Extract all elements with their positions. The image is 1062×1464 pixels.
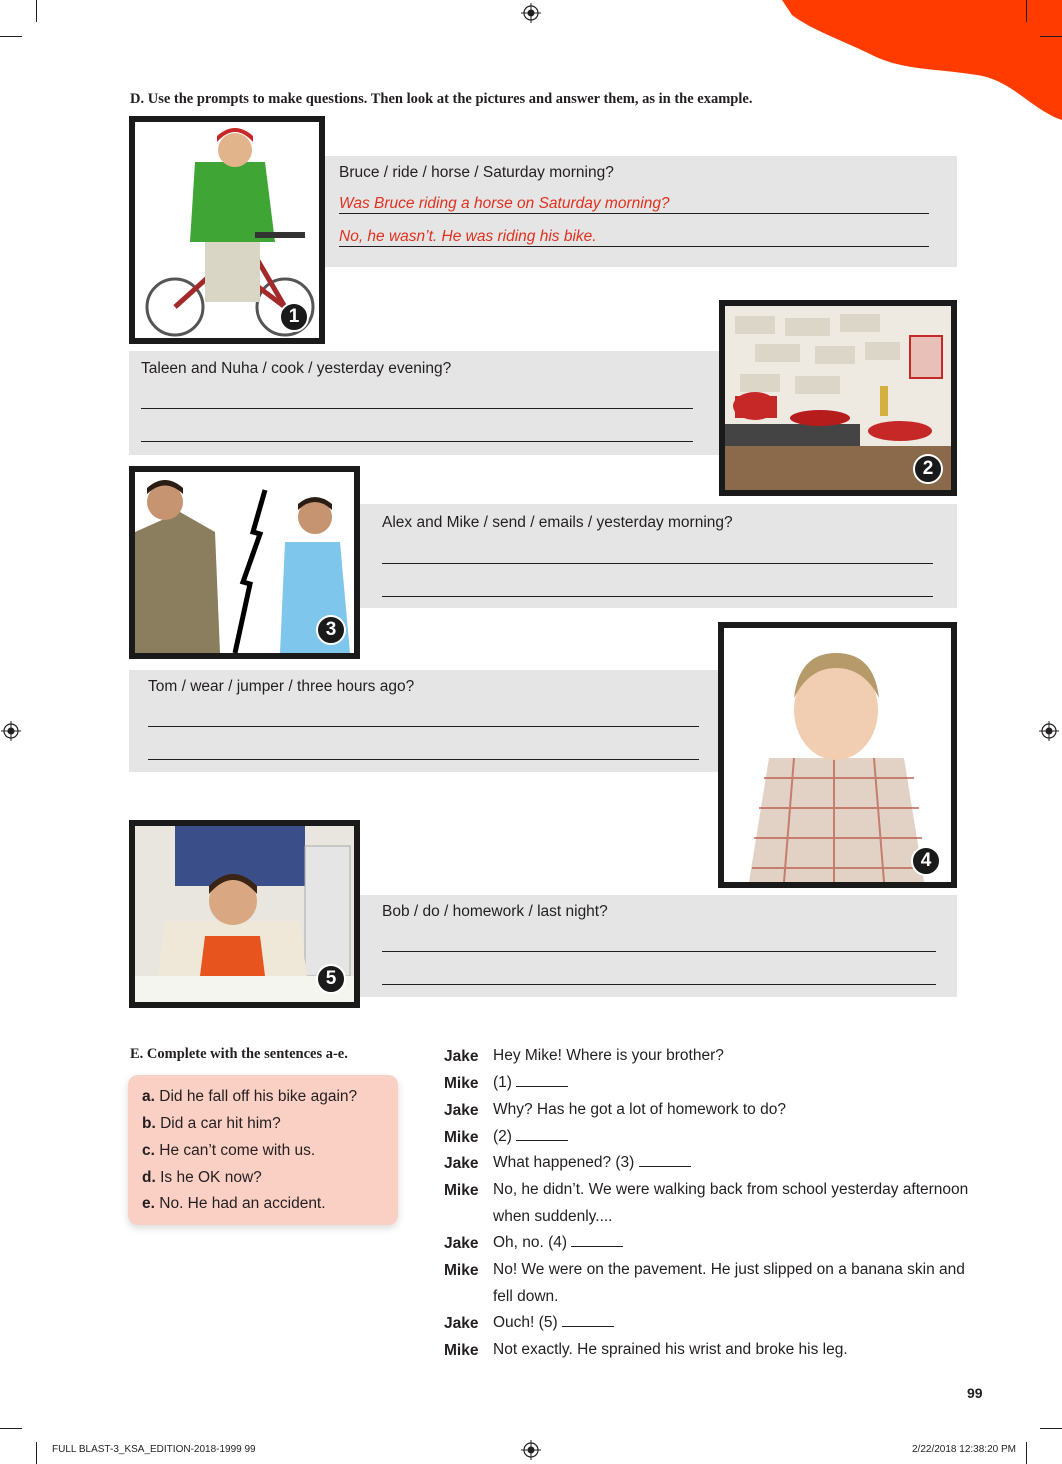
dialogue-speaker: Jake — [444, 1315, 479, 1332]
answer-line — [339, 246, 929, 247]
answer-blank[interactable] — [516, 1074, 568, 1087]
answer-line — [141, 408, 693, 409]
dialogue-line: Ouch! (5) — [493, 1310, 973, 1337]
crop-mark — [1026, 1442, 1027, 1464]
dialogue-speaker: Mike — [444, 1342, 479, 1359]
answer-blank[interactable] — [639, 1154, 691, 1167]
answer-line — [382, 951, 936, 952]
answer-line — [382, 984, 936, 985]
dialogue-line: No, he didn’t. We were walking back from school yesterday afternoon when suddenly.... — [493, 1181, 969, 1225]
prompt-1: Bruce / ride / horse / Saturday morning? — [339, 164, 614, 181]
prompt-3: Alex and Mike / send / emails / yesterday morning? — [382, 514, 733, 531]
answer-line — [141, 441, 693, 442]
answer-line — [148, 759, 699, 760]
sentence-d: d. Is he OK now? — [142, 1169, 262, 1186]
answer-line — [382, 563, 933, 564]
print-slug-right: 2/22/2018 12:38:20 PM — [912, 1444, 1016, 1455]
dialogue-speaker: Jake — [444, 1155, 479, 1172]
dialogue-speaker: Mike — [444, 1262, 479, 1279]
answer-blank[interactable] — [571, 1234, 623, 1247]
dialogue-line: (1) — [493, 1070, 973, 1097]
item-number-badge: 2 — [913, 454, 943, 484]
section-e-heading: E. Complete with the sentences a-e. — [130, 1046, 348, 1062]
item-number-badge: 4 — [911, 846, 941, 876]
dialogue-line: Oh, no. (4) — [493, 1230, 973, 1257]
photo-boy-on-bike — [129, 116, 325, 344]
crop-mark — [36, 0, 37, 22]
dialogue-line: (2) — [493, 1124, 973, 1151]
dialogue-line: Why? Has he got a lot of homework to do? — [493, 1101, 786, 1118]
crop-mark — [1040, 36, 1062, 37]
sentence-c: c. He can’t come with us. — [142, 1142, 316, 1159]
dialogue-speaker: Jake — [444, 1048, 479, 1065]
crop-mark — [0, 36, 22, 37]
answer-blank[interactable] — [562, 1314, 614, 1327]
dialogue-line: No! We were on the pavement. He just slipped on a banana skin and fell down. — [493, 1261, 965, 1305]
dialogue-speaker: Jake — [444, 1102, 479, 1119]
dialogue-speaker: Jake — [444, 1235, 479, 1252]
print-slug-left: FULL BLAST-3_KSA_EDITION-2018-1999 99 — [52, 1444, 256, 1455]
crop-mark — [1026, 0, 1027, 22]
dialogue-line: Hey Mike! Where is your brother? — [493, 1047, 724, 1064]
prompt-4: Tom / wear / jumper / three hours ago? — [148, 678, 415, 695]
registration-mark-icon — [521, 1440, 541, 1460]
dialogue-line: Not exactly. He sprained his wrist and broke his leg. — [493, 1341, 848, 1358]
dialogue-line: What happened? (3) — [493, 1150, 973, 1177]
photo-boy-homework — [129, 820, 360, 1008]
registration-mark-icon — [1039, 721, 1059, 741]
prompt-5: Bob / do / homework / last night? — [382, 903, 608, 920]
answer-line — [339, 213, 929, 214]
crop-mark — [36, 1442, 37, 1464]
crop-mark — [0, 1428, 22, 1429]
photo-boy-checked-shirt — [718, 622, 957, 888]
answer-line — [148, 726, 699, 727]
item-number-badge: 5 — [316, 964, 346, 994]
corner-swoosh-decoration — [782, 0, 1062, 120]
item-number-badge: 3 — [316, 615, 346, 645]
sentence-a: a. Did he fall off his bike again? — [142, 1088, 358, 1105]
sentence-e: e. No. He had an accident. — [142, 1195, 326, 1212]
page-number: 99 — [967, 1385, 983, 1401]
dialogue-speaker: Mike — [444, 1075, 479, 1092]
answer-question-1: Was Bruce riding a horse on Saturday morning? — [339, 195, 670, 212]
registration-mark-icon — [1, 721, 21, 741]
dialogue-speaker: Mike — [444, 1129, 479, 1146]
answer-blank[interactable] — [516, 1128, 568, 1141]
prompt-2: Taleen and Nuha / cook / yesterday evening? — [141, 360, 452, 377]
crop-mark — [1040, 1428, 1062, 1429]
section-d-heading: D. Use the prompts to make questions. Then look at the pictures and answer them, as in the example. — [130, 91, 753, 107]
sentence-b: b. Did a car hit him? — [142, 1115, 281, 1132]
photo-two-men-phone — [129, 466, 360, 659]
answer-reply-1: No, he wasn’t. He was riding his bike. — [339, 228, 597, 245]
registration-mark-icon — [521, 3, 541, 23]
answer-line — [382, 596, 933, 597]
item-number-badge: 1 — [279, 302, 309, 332]
photo-kitchen-pans — [719, 300, 957, 496]
dialogue-speaker: Mike — [444, 1182, 479, 1199]
